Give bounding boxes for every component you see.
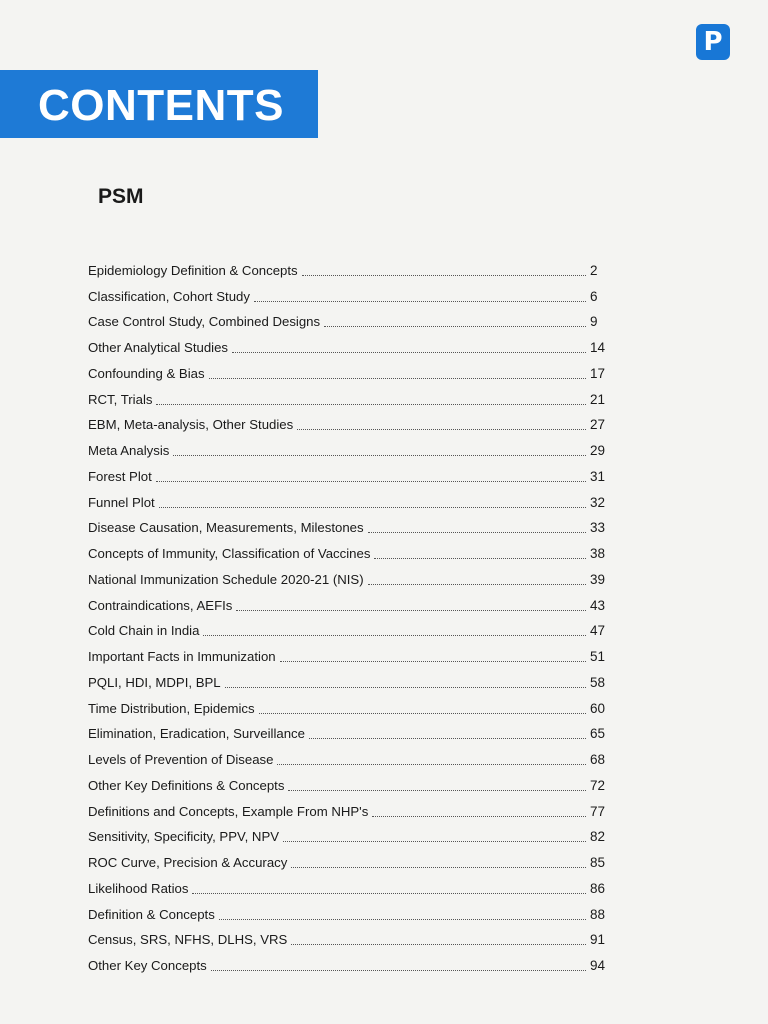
toc-entry[interactable] xyxy=(88,485,612,511)
toc-entry-page-number: 43 xyxy=(590,597,606,613)
dot-leader xyxy=(209,377,586,379)
toc-entry-title: PQLI, HDI, MDPI, BPL xyxy=(88,674,221,690)
toc-entry-title: Confounding & Bias xyxy=(88,365,205,381)
toc-entry-page-number: 9 xyxy=(590,314,598,330)
toc-entry-page-number: 29 xyxy=(590,443,606,458)
dot-leader xyxy=(156,480,586,482)
toc-entry[interactable] xyxy=(88,845,612,871)
dot-leader xyxy=(372,815,586,817)
dot-leader xyxy=(277,763,586,765)
toc-entry[interactable] xyxy=(88,382,612,408)
toc-entry[interactable] xyxy=(88,408,612,434)
toc-entry[interactable] xyxy=(88,691,612,717)
toc-entry-page-number: 88 xyxy=(590,906,606,922)
toc-entry-title: Case Control Study, Combined Designs xyxy=(88,314,321,330)
toc-entry[interactable] xyxy=(88,871,612,897)
toc-entry[interactable] xyxy=(88,820,612,846)
dot-leader xyxy=(156,403,586,405)
toc-entry-page-number: 65 xyxy=(590,726,606,742)
section-title: PSM xyxy=(98,185,144,208)
dot-leader xyxy=(374,557,586,559)
toc-entry-page-number: 2 xyxy=(590,262,598,278)
toc-entry-page-number: 38 xyxy=(590,546,606,561)
publisher-logo-icon: P xyxy=(696,24,730,60)
toc-entry-title: EBM, Meta-analysis, Other Studies xyxy=(88,417,294,433)
toc-entry-page-number: 14 xyxy=(590,340,606,355)
toc-entry-page-number: 94 xyxy=(590,958,606,973)
toc-entry-title: Epidemiology Definition & Concepts xyxy=(88,262,298,278)
dot-leader xyxy=(192,892,586,894)
toc-entry-page-number: 47 xyxy=(590,623,606,639)
dot-leader xyxy=(324,325,586,327)
dot-leader xyxy=(368,583,586,585)
toc-entry-title: Contraindications, AEFIs xyxy=(88,597,233,613)
toc-entry[interactable] xyxy=(88,536,612,562)
dot-leader xyxy=(203,634,586,636)
toc-entry-title: Disease Causation, Measurements, Milestones xyxy=(88,520,364,536)
toc-entry-page-number: 68 xyxy=(590,752,606,767)
toc-entry-page-number: 91 xyxy=(590,932,606,948)
toc-entry-title: Important Facts in Immunization xyxy=(88,649,276,664)
toc-entry-title: Census, SRS, NFHS, DLHS, VRS xyxy=(88,932,288,948)
toc-entry[interactable] xyxy=(88,794,612,820)
toc-entry-page-number: 33 xyxy=(590,520,606,536)
toc-entry-page-number: 82 xyxy=(590,829,606,845)
toc-entry-page-number: 32 xyxy=(590,494,606,510)
dot-leader xyxy=(297,428,586,430)
toc-entry-page-number: 21 xyxy=(590,391,606,407)
toc-entry-title: Time Distribution, Epidemics xyxy=(88,700,255,716)
toc-entry-page-number: 72 xyxy=(590,777,606,793)
toc-entry-title: Levels of Prevention of Disease xyxy=(88,752,274,767)
toc-entry-page-number: 39 xyxy=(590,571,606,587)
toc-entry-title: Other Key Definitions & Concepts xyxy=(88,777,285,793)
toc-entry[interactable] xyxy=(88,588,612,614)
dot-leader xyxy=(283,840,586,842)
dot-leader xyxy=(232,351,586,353)
toc-entry-title: Cold Chain in India xyxy=(88,623,200,639)
dot-leader xyxy=(159,506,586,508)
toc-entry[interactable] xyxy=(88,305,612,331)
dot-leader xyxy=(291,866,586,868)
toc-entry-page-number: 31 xyxy=(590,468,606,484)
dot-leader xyxy=(288,789,586,791)
toc-entry-title: Classification, Cohort Study xyxy=(88,288,250,304)
dot-leader xyxy=(236,609,586,611)
contents-banner xyxy=(0,70,318,138)
toc-entry-title: Other Analytical Studies xyxy=(88,340,229,355)
dot-leader xyxy=(225,686,586,688)
toc-entry-page-number: 27 xyxy=(590,417,606,433)
toc-entry-title: Other Key Concepts xyxy=(88,958,207,973)
toc-entry[interactable] xyxy=(88,614,612,640)
toc-entry-title: Definition & Concepts xyxy=(88,906,215,922)
dot-leader xyxy=(254,300,586,302)
toc-entry[interactable] xyxy=(88,562,612,588)
dot-leader xyxy=(280,660,586,662)
toc-entry-title: National Immunization Schedule 2020-21 (NIS) xyxy=(88,571,364,587)
toc-entry-title: Sensitivity, Specificity, PPV, NPV xyxy=(88,829,280,845)
toc-entry[interactable] xyxy=(88,330,612,356)
toc-entry-title: RCT, Trials xyxy=(88,391,153,407)
toc-entry-page-number: 86 xyxy=(590,880,606,896)
toc-entry[interactable] xyxy=(88,948,612,974)
toc-entry[interactable] xyxy=(88,639,612,665)
table-of-contents xyxy=(88,253,612,974)
dot-leader xyxy=(368,531,586,533)
toc-entry-page-number: 51 xyxy=(590,649,606,664)
toc-entry[interactable] xyxy=(88,923,612,949)
toc-entry-title: Definitions and Concepts, Example From NHP's xyxy=(88,803,369,819)
toc-entry-page-number: 85 xyxy=(590,855,606,870)
toc-entry[interactable] xyxy=(88,253,612,279)
toc-entry-title: Meta Analysis xyxy=(88,443,170,458)
toc-entry[interactable] xyxy=(88,433,612,459)
toc-entry[interactable] xyxy=(88,717,612,743)
toc-entry-page-number: 60 xyxy=(590,700,606,716)
toc-entry-page-number: 17 xyxy=(590,365,606,381)
toc-entry-title: Forest Plot xyxy=(88,468,152,484)
toc-entry-title: ROC Curve, Precision & Accuracy xyxy=(88,855,288,870)
toc-entry[interactable] xyxy=(88,356,612,382)
dot-leader xyxy=(302,274,586,276)
dot-leader xyxy=(309,737,586,739)
toc-entry-title: Likelihood Ratios xyxy=(88,880,189,896)
toc-entry-page-number: 6 xyxy=(590,288,598,304)
toc-entry[interactable] xyxy=(88,665,612,691)
toc-entry[interactable] xyxy=(88,897,612,923)
toc-entry[interactable] xyxy=(88,511,612,537)
toc-entry[interactable] xyxy=(88,742,612,768)
dot-leader xyxy=(291,943,586,945)
toc-entry[interactable] xyxy=(88,768,612,794)
toc-entry-page-number: 58 xyxy=(590,674,606,690)
dot-leader xyxy=(173,454,586,456)
dot-leader xyxy=(219,918,586,920)
toc-entry-title: Elimination, Eradication, Surveillance xyxy=(88,726,305,742)
toc-entry[interactable] xyxy=(88,279,612,305)
page-title: CONTENTS xyxy=(38,81,284,130)
toc-entry-title: Funnel Plot xyxy=(88,494,155,510)
toc-entry-title: Concepts of Immunity, Classification of Vaccines xyxy=(88,546,371,561)
toc-entry-page-number: 77 xyxy=(590,803,606,819)
dot-leader xyxy=(259,712,586,714)
dot-leader xyxy=(211,969,586,971)
toc-entry[interactable] xyxy=(88,459,612,485)
